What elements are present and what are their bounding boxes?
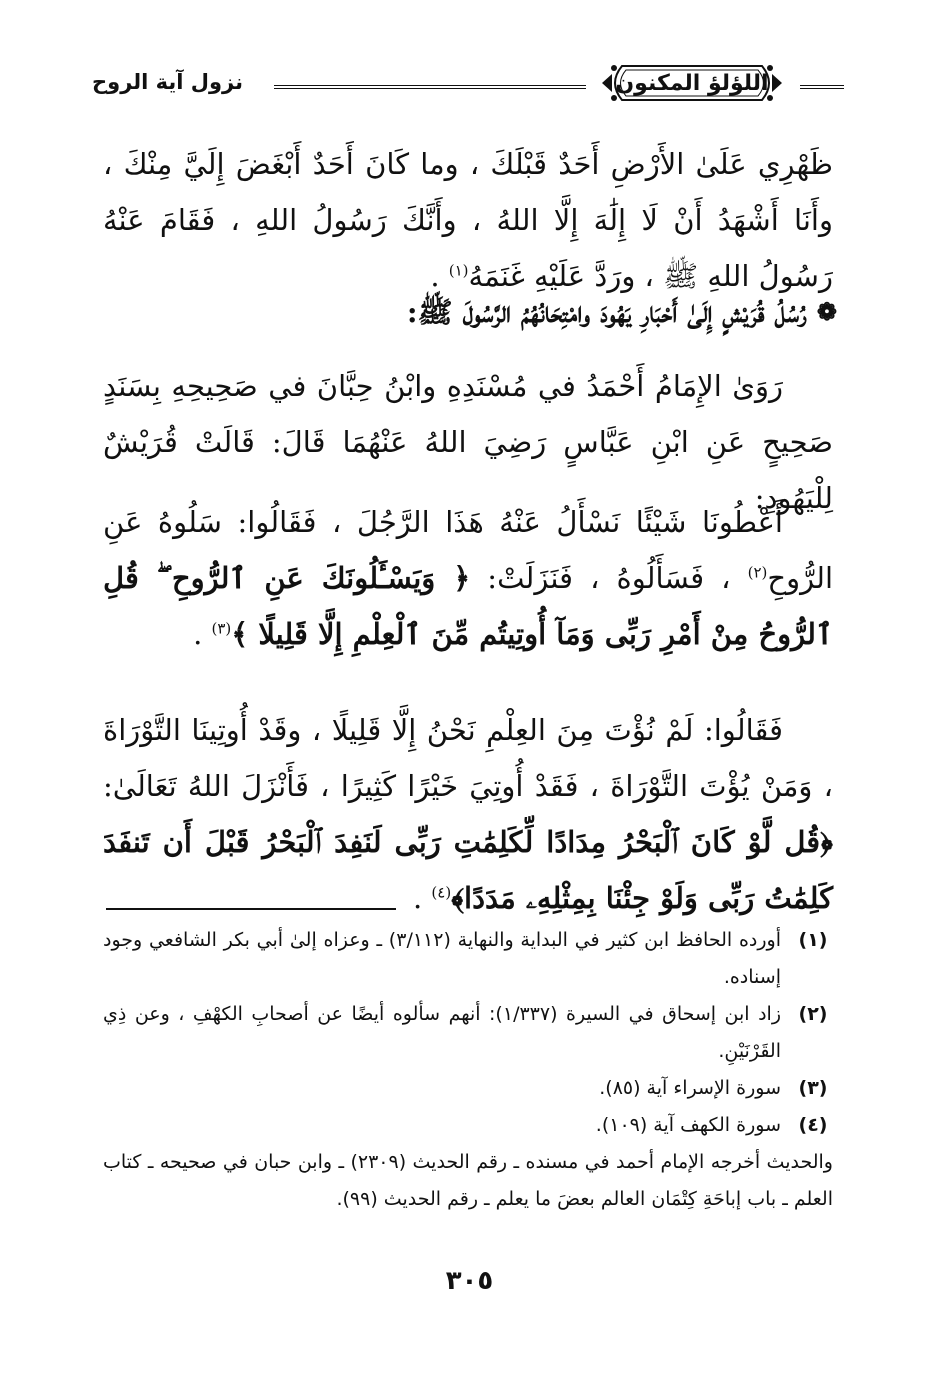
page-number: ٣٠٥	[445, 1266, 494, 1296]
footnotes	[103, 922, 833, 1218]
flower-bullet-icon: ❁	[816, 297, 837, 326]
footnote-number: (٣)	[798, 1077, 828, 1099]
book-title-cartouche	[600, 60, 784, 106]
footnote-ref-2: (٢)	[747, 563, 768, 582]
footnote-divider	[106, 908, 396, 910]
footnote-1	[103, 922, 833, 996]
footnote-text: زاد ابن إسحاق في السيرة (١/٣٣٧): أنهم سألوه أيضًا عن أصحابِ الكهْفِ ، وعن ذِي القَرْنَيْنِ.	[103, 1003, 781, 1062]
footnote-2	[103, 996, 833, 1070]
footnote-ref-3: (٣)	[211, 619, 232, 638]
paragraph-2: رَوَىٰ الإِمَامُ أَحْمَدُ في مُسْنَدِهِ وابْنُ حِبَّانَ في صَحِيحِهِ بِسَنَدٍ صَحِيحٍ عَنِ ابْنِ عَبَّاسٍ رَضِيَ اللهُ عَنْهُمَا قَالَ: قَالَتْ قُرَيْشٌ لِلْيَهُودِ:	[103, 369, 833, 515]
footnote-text: سورة الإسراء آية (٨٥).	[599, 1077, 781, 1099]
footnote-text: سورة الكهف آية (١٠٩).	[595, 1114, 781, 1136]
quran-verse-85: ﴿ وَيَسْـَٔلُونَكَ عَنِ ٱلرُّوحِ ۖ قُلِ ٱلرُّوحُ مِنْ أَمْرِ رَبِّى وَمَآ أُوتِيتُم مِّنَ ٱلْعِلْمِ إِلَّا قَلِيلًا ﴾	[103, 561, 833, 651]
paragraph-4: فَقَالُوا: لَمْ نُؤْتَ مِنَ العِلْمِ نَحْنُ إِلَّا قَلِيلًا ، وقَدْ أُوتِينَا التَّوْرَاةَ ، وَمَنْ يُؤْتَ التَّوْرَاةَ ، فَقَدْ أُوتِيَ خَيْرًا كَثِيرًا ، فَأَنْزَلَ اللهُ تَعَالَىٰ: ﴿قُل لَّوْ كَانَ ٱلْبَحْرُ مِدَادًا لِّكَلِمَٰتِ رَبِّى لَنَفِدَ ٱلْبَحْرُ قَبْلَ أَن تَنفَدَ كَلِمَٰتُ رَبِّى وَلَوْ جِئْنَا بِمِثْلِهِۦ مَدَدًا﴾$^{(٤)}$ .	[103, 713, 833, 915]
footnote-number: (٤)	[798, 1114, 828, 1136]
footnote-number: (٢)	[798, 1003, 828, 1025]
footnote-ref-1: (١)	[448, 261, 469, 280]
paragraph-1: ظَهْرِي عَلَىٰ الأَرْضِ أَحَدٌ قَبْلَكَ ، وما كَانَ أَحَدٌ أَبْغَضَ إِلَيَّ مِنْكَ ، وأَنَا أَشْهَدُ أَنْ لَا إِلَٰهَ إِلَّا اللهُ ، وأَنَّكَ رَسُولُ اللهِ ، فَقَامَ عَنْهُ رَسُولُ اللهِ ﷺ ، ورَدَّ عَلَيْهِ غَنَمَهُ$^{(١)}$ .	[103, 147, 833, 293]
paragraph-3: أَعْطُونَا شَيْئًا نَسْأَلُ عَنْهُ هَذَا الرَّجُلَ ، فَقَالُوا: سَلُوهُ عَنِ الرُّوحِ$^{(٢)}$ ، فَسَأَلُوهُ ، فَنَزَلَتْ: ﴿ وَيَسْـَٔلُونَكَ عَنِ ٱلرُّوحِ ۖ قُلِ ٱلرُّوحُ مِنْ أَمْرِ رَبِّى وَمَآ أُوتِيتُم مِّنَ ٱلْعِلْمِ إِلَّا قَلِيلًا ﴾$^{(٣)}$ .	[103, 505, 834, 651]
hadith-source-note: والحديث أخرجه الإمام أحمد في مسنده ـ رقم الحديث (٢٣٠٩) ـ وابن حبان في صحيحه ـ كتاب العلم ـ باب إباحَةِ كِتْمَان العالم بعضَ ما يعلم ـ رقم الحديث (٩٩).	[103, 1151, 833, 1210]
footnote-3	[103, 1070, 833, 1107]
paragraph-3-text-a: أَعْطُونَا شَيْئًا نَسْأَلُ عَنْهُ هَذَا الرَّجُلَ ، فَقَالُوا: سَلُوهُ عَنِ الرُّوحِ	[103, 505, 834, 595]
book-title: اللؤلؤ المكنون	[615, 70, 769, 96]
paragraph-3-text-b: ، فَسَأَلُوهُ ، فَنَزَلَتْ:	[487, 561, 731, 595]
header-rule-right	[800, 85, 844, 89]
running-header	[92, 58, 844, 114]
paragraph-1-text: ظَهْرِي عَلَىٰ الأَرْضِ أَحَدٌ قَبْلَكَ ، وما كَانَ أَحَدٌ أَبْغَضَ إِلَيَّ مِنْكَ ، وأَنَا أَشْهَدُ أَنْ لَا إِلَٰهَ إِلَّا اللهُ ، وأَنَّكَ رَسُولُ اللهِ ، فَقَامَ عَنْهُ رَسُولُ اللهِ ﷺ ، ورَدَّ عَلَيْهِ غَنَمَهُ	[103, 147, 833, 293]
footnote-text: أورده الحافظ ابن كثير في البداية والنهاية (٣/١١٢) ـ وعزاه إلىٰ أبي بكر الشافعي وجود إسناده.	[103, 929, 781, 988]
footnote-number: (١)	[798, 929, 828, 951]
quran-verse-109: ﴿قُل لَّوْ كَانَ ٱلْبَحْرُ مِدَادًا لِّكَلِمَٰتِ رَبِّى لَنَفِدَ ٱلْبَحْرُ قَبْلَ أَن تَنفَدَ كَلِمَٰتُ رَبِّى وَلَوْ جِئْنَا بِمِثْلِهِۦ مَدَدًا﴾	[103, 825, 833, 915]
footnote-4	[103, 1107, 833, 1144]
chapter-title: نزول آية الروح	[92, 70, 243, 94]
header-rule-left	[274, 85, 586, 89]
paragraph-4-text: فَقَالُوا: لَمْ نُؤْتَ مِنَ العِلْمِ نَحْنُ إِلَّا قَلِيلًا ، وقَدْ أُوتِينَا التَّوْرَاةَ ، وَمَنْ يُؤْتَ التَّوْرَاةَ ، فَقَدْ أُوتِيَ خَيْرًا كَثِيرًا ، فَأَنْزَلَ اللهُ تَعَالَىٰ:	[103, 713, 833, 803]
section-heading	[107, 284, 837, 340]
footnote-ref-4: (٤)	[431, 883, 452, 902]
section-heading-text: رُسُلُ قُرَيْشٍ إِلَىٰ أَحْبَارِ يَهُودَ وامْتِحَانُهُمُ الرَّسُولَ ﷺ:	[406, 295, 807, 329]
